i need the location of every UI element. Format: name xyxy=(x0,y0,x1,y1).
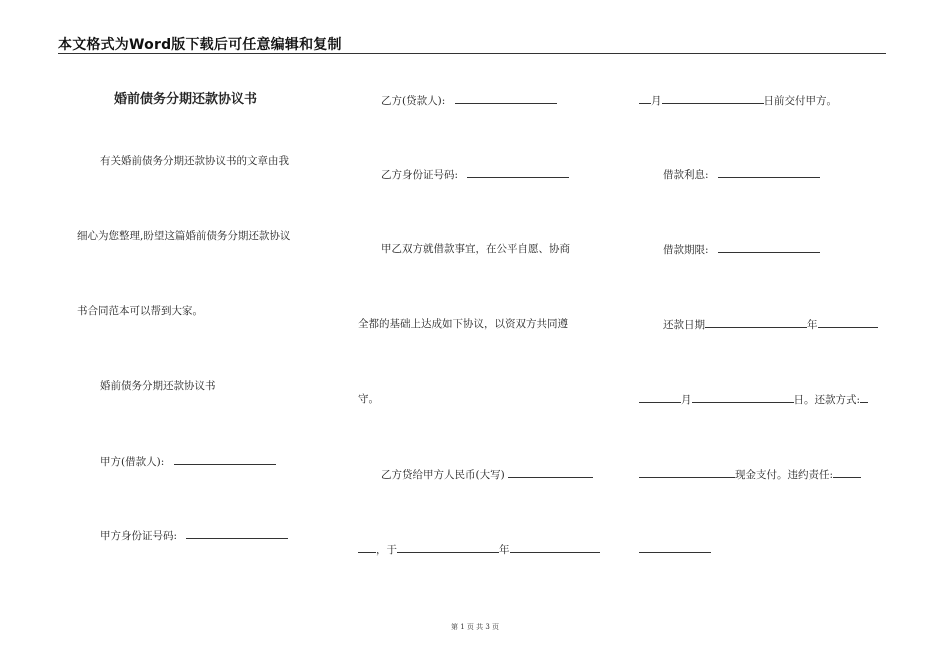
party-a-line xyxy=(100,454,276,469)
loan-date-at-label: ，于 xyxy=(376,544,397,556)
loan-amount-line xyxy=(381,467,593,482)
default-blank-1 xyxy=(639,467,735,478)
repay-year-blank xyxy=(818,317,878,328)
party-a-blank xyxy=(174,454,276,465)
repay-method-line xyxy=(639,392,868,407)
loan-date-line xyxy=(358,542,600,557)
agreement-subtitle: 婚前债务分期还款协议书 xyxy=(100,380,216,392)
party-a-label: 甲方(借款人): xyxy=(100,456,165,468)
delivery-date-line xyxy=(639,93,837,108)
intro-line-1: 有关婚前债务分期还款协议书的文章由我 xyxy=(100,155,289,167)
intro-line-2: 细心为您整理,盼望这篇婚前债务分期还款协议 xyxy=(77,230,291,242)
document-title: 婚前债务分期还款协议书 xyxy=(114,92,258,107)
agreement-line-1: 甲乙双方就借款事宜，在公平自愿、协商 xyxy=(381,243,570,255)
default-line xyxy=(639,467,861,482)
agreement-line-3: 守。 xyxy=(358,393,379,405)
loan-amount-label: 乙方贷给甲方人民币(大写) xyxy=(381,469,505,481)
repay-method-label: 日。还款方式: xyxy=(793,394,861,406)
party-b-id-label: 乙方身份证号码: xyxy=(381,169,459,181)
term-blank xyxy=(718,242,820,253)
repay-day-blank xyxy=(692,392,794,403)
delivery-tail-text: 日前交付甲方。 xyxy=(763,95,837,107)
party-b-blank xyxy=(455,93,557,104)
repay-year-label: 年 xyxy=(807,319,818,331)
repay-method-blank-2 xyxy=(860,392,868,403)
party-b-id-blank xyxy=(467,167,569,178)
party-b-line xyxy=(381,93,557,108)
interest-line xyxy=(663,167,820,182)
term-label: 借款期限: xyxy=(663,244,709,256)
repay-month-label: 月 xyxy=(681,394,692,406)
trailing-blank xyxy=(639,542,711,553)
delivery-month-label: 月 xyxy=(651,95,662,107)
repay-date-line xyxy=(663,317,878,332)
repay-date-label: 还款日期 xyxy=(663,319,705,331)
page-header-title: 本文格式为Word版下载后可任意编辑和复制 xyxy=(58,37,342,53)
interest-blank xyxy=(718,167,820,178)
page-number: 第 1 页 共 3 页 xyxy=(450,623,500,631)
intro-line-3: 书合同范本可以帮到大家。 xyxy=(77,305,203,317)
default-blank-2 xyxy=(833,467,861,478)
party-b-label: 乙方(贷款人): xyxy=(381,95,446,107)
party-a-id-line xyxy=(100,528,288,543)
default-label: 现金支付。违约责任: xyxy=(735,469,834,481)
loan-date-year-label: 年 xyxy=(499,544,510,556)
repay-date-blank xyxy=(705,317,807,328)
repay-method-blank-1 xyxy=(639,392,681,403)
header-divider xyxy=(58,53,886,54)
interest-label: 借款利息: xyxy=(663,169,709,181)
loan-date-month-blank xyxy=(510,542,600,553)
term-line xyxy=(663,242,820,257)
party-b-id-line xyxy=(381,167,569,182)
party-a-id-blank xyxy=(186,528,288,539)
loan-date-blank-1 xyxy=(358,542,376,553)
delivery-day-blank xyxy=(662,93,764,104)
party-a-id-label: 甲方身份证号码: xyxy=(100,530,178,542)
loan-date-year-blank xyxy=(397,542,499,553)
trailing-blank-line xyxy=(639,542,711,557)
delivery-blank-1 xyxy=(639,93,651,104)
agreement-line-2: 全都的基础上达成如下协议，以资双方共同遵 xyxy=(358,318,568,330)
loan-amount-blank xyxy=(508,467,593,478)
